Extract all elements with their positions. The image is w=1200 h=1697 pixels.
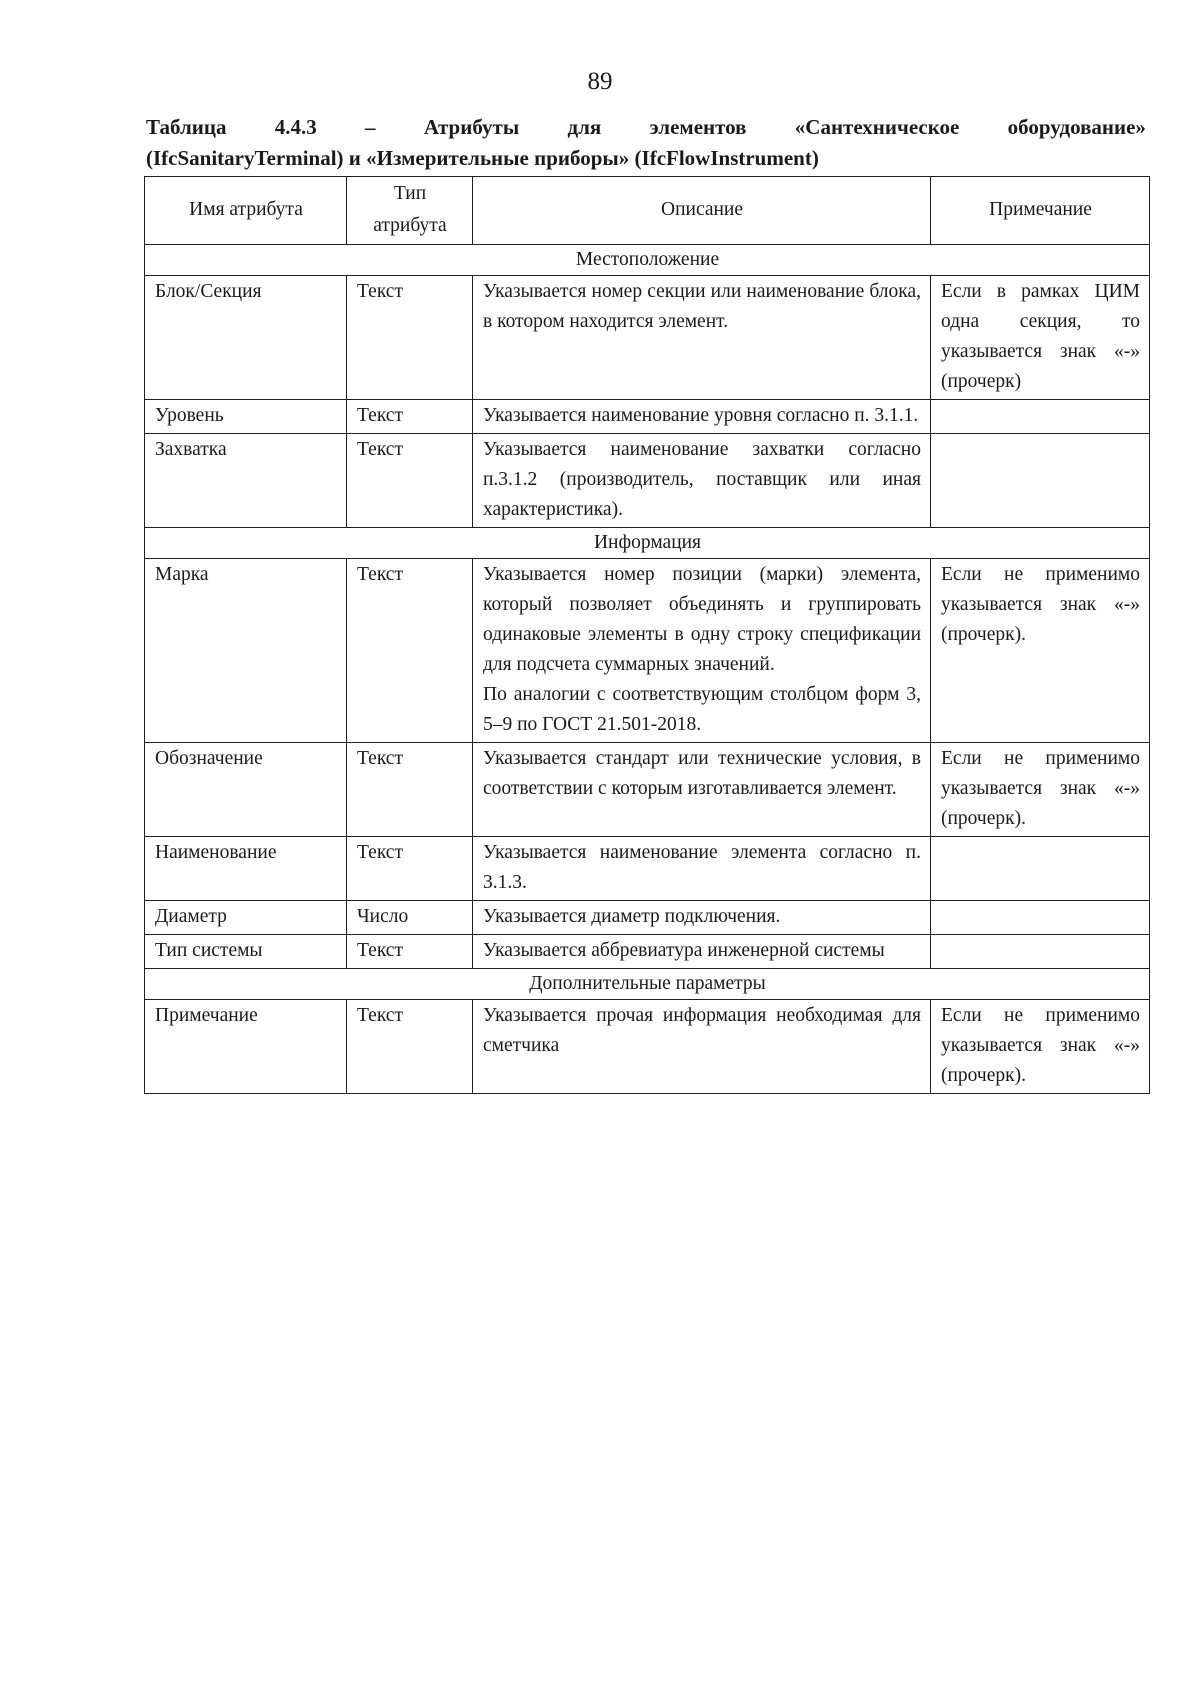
description-paragraph: По аналогии с соответствующим столбцом форм 3, 5–9 по ГОСТ 21.501-2018.	[483, 684, 921, 735]
attribute-type-cell: Текст	[347, 743, 473, 837]
note-cell: Если не применимо указывается знак «-» (прочерк).	[931, 559, 1150, 743]
section-title: Местоположение	[145, 245, 1150, 276]
attribute-name-cell: Наименование	[145, 837, 347, 901]
table-row	[145, 400, 1150, 434]
description-cell	[473, 837, 931, 901]
caption-word: «Сантехническое	[794, 115, 960, 139]
table-row	[145, 434, 1150, 528]
caption-word: Таблица	[146, 115, 227, 139]
section-row	[145, 245, 1150, 276]
table-header-row	[145, 177, 1150, 245]
header-description: Описание	[473, 177, 931, 245]
header-attribute-name: Имя атрибута	[145, 177, 347, 245]
description-cell	[473, 434, 931, 528]
note-cell	[931, 901, 1150, 935]
table-row	[145, 837, 1150, 901]
attribute-name-cell: Тип системы	[145, 935, 347, 969]
table-caption	[146, 112, 1146, 174]
section-title: Дополнительные параметры	[145, 969, 1150, 1000]
note-cell	[931, 837, 1150, 901]
attribute-name-cell: Обозначение	[145, 743, 347, 837]
caption-word: –	[365, 115, 376, 139]
attribute-name-cell: Марка	[145, 559, 347, 743]
description-cell	[473, 935, 931, 969]
note-cell	[931, 935, 1150, 969]
attribute-type-cell: Текст	[347, 1000, 473, 1094]
header-note: Примечание	[931, 177, 1150, 245]
section-row	[145, 528, 1150, 559]
description-paragraph: Указывается номер позиции (марки) элемента, который позволяет объединять и группировать одинаковые элементы в одну строку спецификации для подсчета суммарных значений.	[483, 564, 921, 675]
attribute-type-cell: Текст	[347, 837, 473, 901]
description-paragraph: Указывается наименование элемента согласно п. 3.1.3.	[483, 842, 921, 893]
attribute-type-cell: Текст	[347, 400, 473, 434]
attributes-table	[144, 176, 1150, 1094]
header-attribute-type: Тип атрибута	[347, 177, 473, 245]
note-cell: Если в рамках ЦИМ одна секция, то указывается знак «-» (прочерк)	[931, 276, 1150, 400]
table-row	[145, 743, 1150, 837]
page-number: 89	[587, 68, 613, 95]
description-cell	[473, 901, 931, 935]
description-cell	[473, 276, 931, 400]
attribute-name-cell: Уровень	[145, 400, 347, 434]
description-paragraph: Указывается прочая информация необходимая для сметчика	[483, 1005, 921, 1056]
table-row	[145, 901, 1150, 935]
description-cell	[473, 743, 931, 837]
attribute-type-cell: Текст	[347, 559, 473, 743]
caption-word: 4.4.3	[274, 115, 317, 139]
table-row	[145, 559, 1150, 743]
description-paragraph: Указывается стандарт или технические условия, в соответствии с которым изготавливается элемент.	[483, 748, 921, 799]
table-body	[145, 245, 1150, 1094]
attribute-type-cell: Текст	[347, 935, 473, 969]
table-row	[145, 276, 1150, 400]
description-cell	[473, 400, 931, 434]
attribute-type-cell: Число	[347, 901, 473, 935]
attribute-name-cell: Захватка	[145, 434, 347, 528]
caption-line-2: (IfcSanitaryTerminal) и «Измерительные приборы» (IfcFlowInstrument)	[146, 146, 819, 170]
table-row	[145, 1000, 1150, 1094]
note-cell: Если не применимо указывается знак «-» (прочерк).	[931, 1000, 1150, 1094]
note-cell	[931, 434, 1150, 528]
section-row	[145, 969, 1150, 1000]
attribute-name-cell: Примечание	[145, 1000, 347, 1094]
section-title: Информация	[145, 528, 1150, 559]
attribute-type-cell: Текст	[347, 434, 473, 528]
caption-word: оборудование»	[1007, 115, 1146, 139]
attribute-type-cell: Текст	[347, 276, 473, 400]
note-cell: Если не применимо указывается знак «-» (прочерк).	[931, 743, 1150, 837]
caption-word: Атрибуты	[423, 115, 520, 139]
description-paragraph: Указывается наименование захватки согласно п.3.1.2 (производитель, поставщик или иная характеристика).	[483, 439, 921, 520]
description-paragraph: Указывается диаметр подключения.	[483, 906, 781, 927]
attribute-name-cell: Диаметр	[145, 901, 347, 935]
caption-word: элементов	[649, 115, 747, 139]
note-cell	[931, 400, 1150, 434]
description-cell	[473, 1000, 931, 1094]
description-paragraph: Указывается наименование уровня согласно п. 3.1.1.	[483, 405, 919, 426]
description-paragraph: Указывается номер секции или наименование блока, в котором находится элемент.	[483, 281, 921, 332]
caption-line-1	[146, 112, 1146, 143]
description-cell	[473, 559, 931, 743]
attribute-name-cell: Блок/Секция	[145, 276, 347, 400]
table-row	[145, 935, 1150, 969]
caption-word: для	[567, 115, 602, 139]
description-paragraph: Указывается аббревиатура инженерной системы	[483, 940, 885, 961]
